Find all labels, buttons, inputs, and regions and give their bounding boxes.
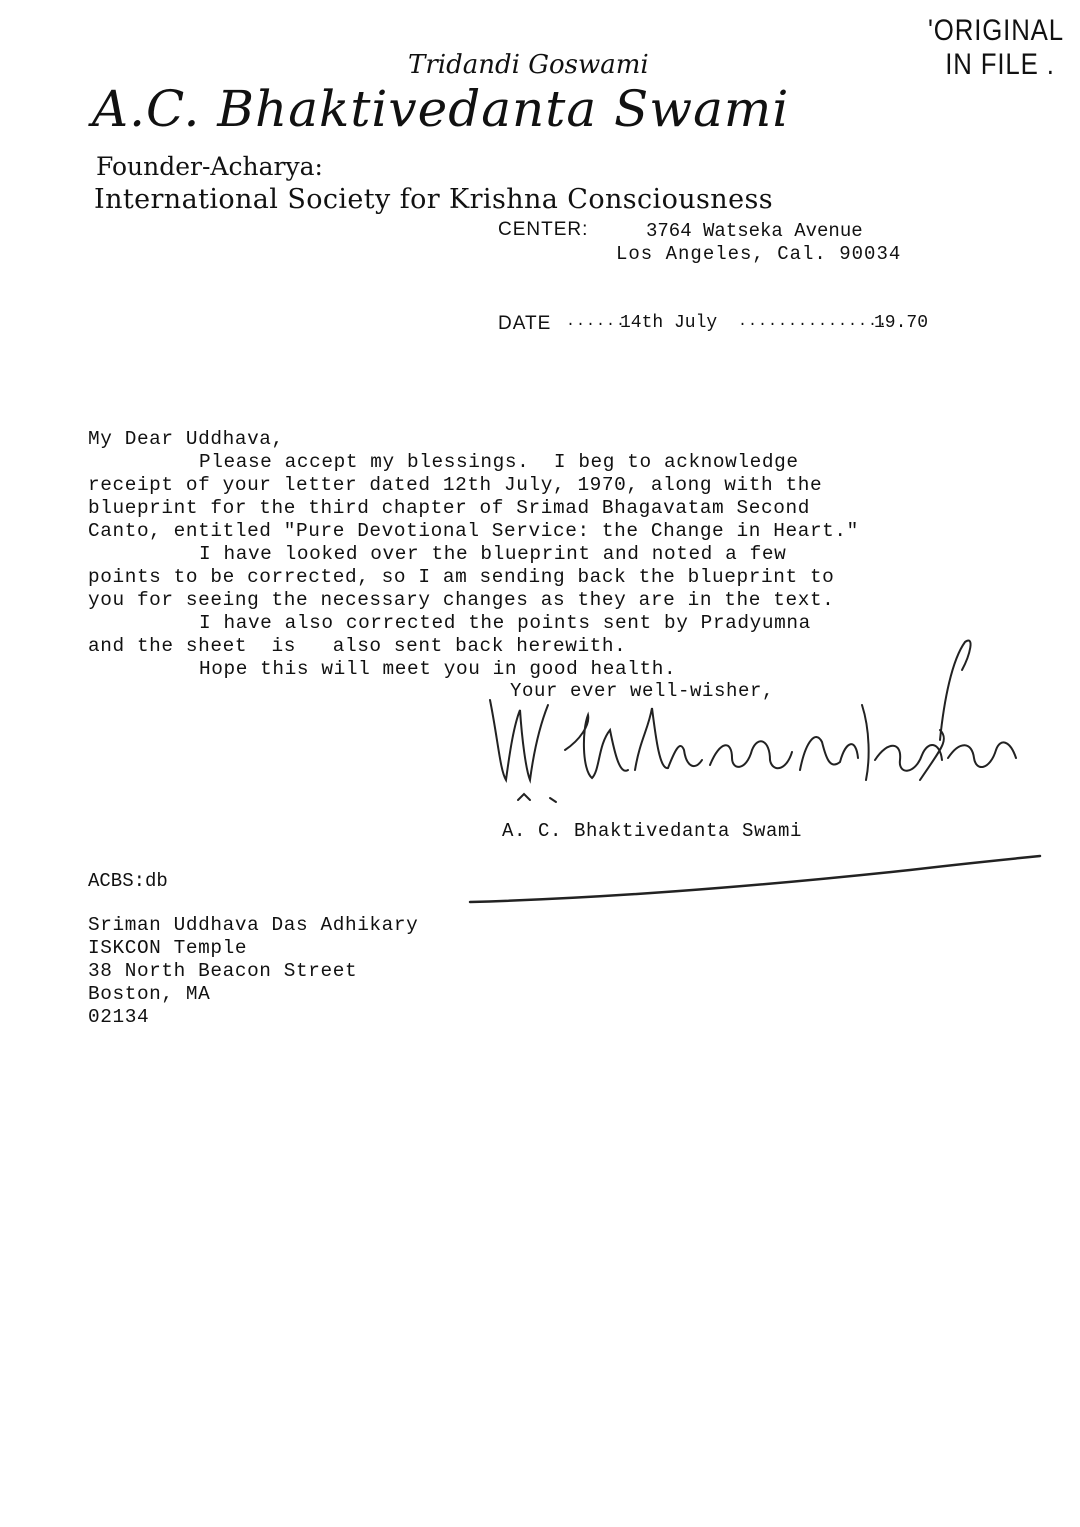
letter-line: I have also corrected the points sent by Pradyumna <box>199 612 811 634</box>
stamp-line-1: 'ORIGINAL <box>928 14 1064 47</box>
date-label: DATE <box>498 313 552 334</box>
letter-line: receipt of your letter dated 12th July, 1970, along with the <box>88 474 823 496</box>
letter-line: I have looked over the blueprint and noted a few <box>199 543 787 565</box>
letter-line: Hope this will meet you in good health. <box>199 658 677 680</box>
closing: Your ever well-wisher, <box>510 680 775 702</box>
original-in-file-stamp <box>928 14 1064 82</box>
letterhead-founder: Founder-Acharya: <box>96 152 323 181</box>
address-line-1: 3764 Watseka Avenue <box>646 220 863 242</box>
letter-line: points to be corrected, so I am sending back the blueprint to <box>88 566 835 588</box>
letter-line: you for seeing the necessary changes as they are in the text. <box>88 589 835 611</box>
date-year: 19.70 <box>874 313 929 333</box>
handwritten-line <box>460 850 1050 910</box>
salutation: My Dear Uddhava, <box>88 428 284 450</box>
stamp-line-2: IN FILE . <box>945 48 1055 81</box>
letter-line: blueprint for the third chapter of Srimad Bhagavatam Second <box>88 497 810 519</box>
recipient-address <box>88 914 418 1029</box>
recipient-line: ISKCON Temple <box>88 937 248 959</box>
typed-signature-name: A. C. Bhaktivedanta Swami <box>502 820 803 842</box>
recipient-line: 02134 <box>88 1006 150 1028</box>
date-value: 14th July <box>620 313 718 333</box>
reference-initials: ACBS:db <box>88 870 168 892</box>
letterhead-society: International Society for Krishna Consciousness <box>94 184 773 215</box>
date-dots-trailing: ............... <box>738 313 889 330</box>
handwritten-signature <box>470 630 1030 810</box>
letterhead-title-prefix: Tridandi Goswami <box>408 50 649 80</box>
letter-line: Please accept my blessings. I beg to acknowledge <box>199 451 799 473</box>
recipient-line: Boston, MA <box>88 983 211 1005</box>
letter-line: and the sheet is also sent back herewith. <box>88 635 627 657</box>
recipient-line: Sriman Uddhava Das Adhikary <box>88 914 419 936</box>
letterhead-name: A.C. Bhaktivedanta Swami <box>92 80 790 138</box>
recipient-line: 38 North Beacon Street <box>88 960 358 982</box>
letter-line: Canto, entitled "Pure Devotional Service: the Change in Heart." <box>88 520 859 542</box>
center-label: CENTER: <box>498 219 589 240</box>
date-dots-leading: ...... <box>566 313 627 330</box>
address-line-2: Los Angeles, Cal. 90034 <box>616 243 902 265</box>
